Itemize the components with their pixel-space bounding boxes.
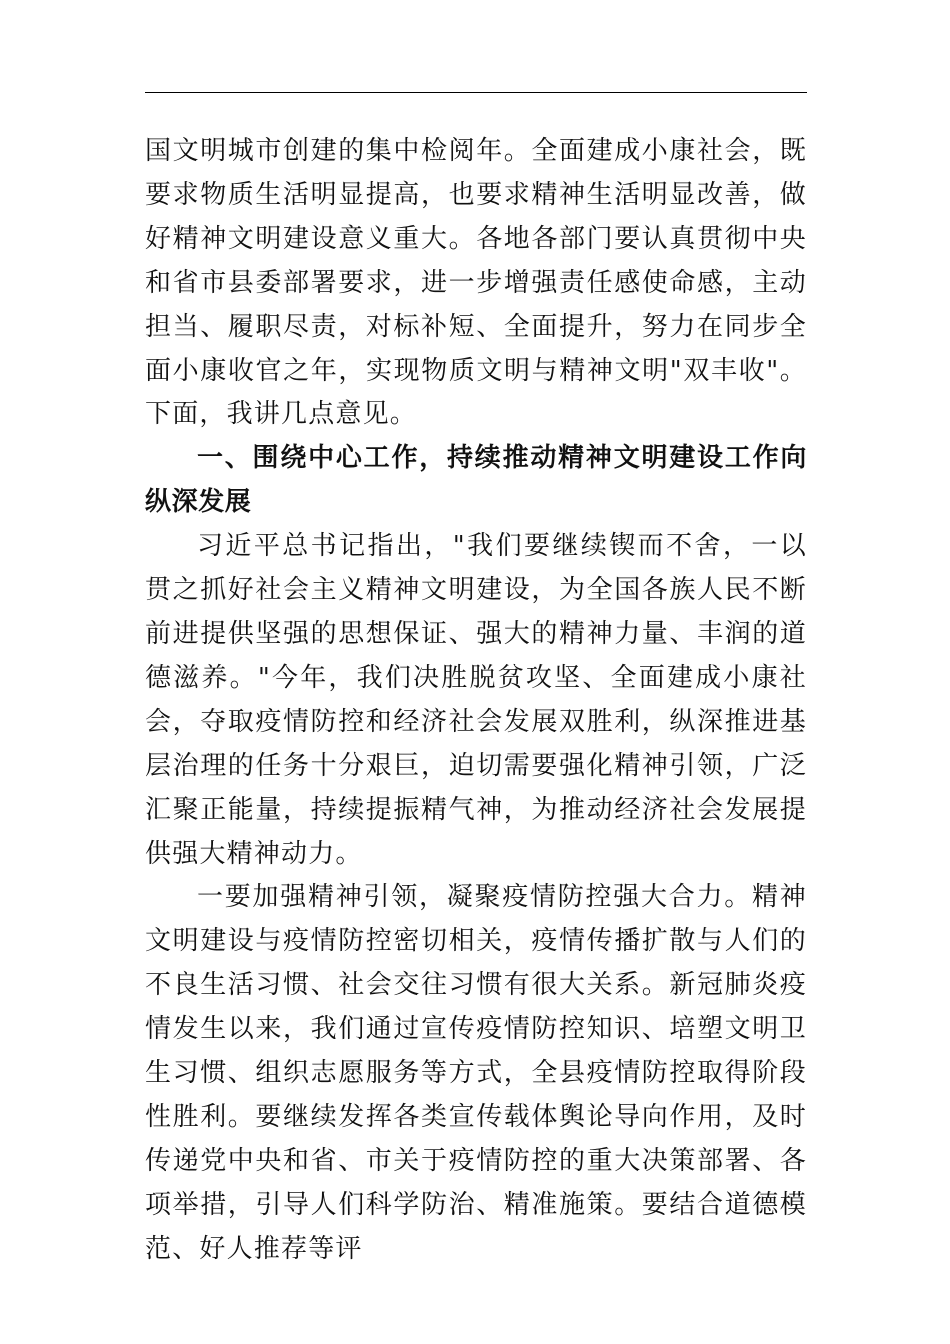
section-heading: 一、围绕中心工作，持续推动精神文明建设工作向纵深发展: [145, 443, 807, 518]
document-body: [145, 130, 807, 1272]
header-rule: [145, 92, 807, 93]
paragraph-epidemic: 一要加强精神引领，凝聚疫情防控强大合力。精神文明建设与疫情防控密切相关，疫情传播扩散与人们的不良生活习惯、社会交往习惯有很大关系。新冠肺炎疫情发生以来，我们通过宣传疫情防控知识、培塑文明卫生习惯、组织志愿服务等方式，全县疫情防控取得阶段性胜利。要继续发挥各类宣传载体舆论导向作用，及时传递党中央和省、市关于疫情防控的重大决策部署、各项举措，引导人们科学防治、精准施策。要结合道德模范、好人推荐等评: [145, 882, 807, 1264]
paragraph-continuation: 国文明城市创建的集中检阅年。全面建成小康社会，既要求物质生活明显提高，也要求精神生活明显改善，做好精神文明建设意义重大。各地各部门要认真贯彻中央和省市县委部署要求，进一步增强责任感使命感，主动担当、履职尽责，对标补短、全面提升，努力在同步全面小康收官之年，实现物质文明与精神文明"双丰收"。下面，我讲几点意见。: [145, 136, 807, 430]
paragraph-quote: 习近平总书记指出，"我们要继续锲而不舍，一以贯之抓好社会主义精神文明建设，为全国各族人民不断前进提供坚强的思想保证、强大的精神力量、丰润的道德滋养。"今年，我们决胜脱贫攻坚、全面建成小康社会，夺取疫情防控和经济社会发展双胜利，纵深推进基层治理的任务十分艰巨，迫切需要强化精神引领，广泛汇聚正能量，持续提振精气神，为推动经济社会发展提供强大精神动力。: [145, 531, 807, 869]
